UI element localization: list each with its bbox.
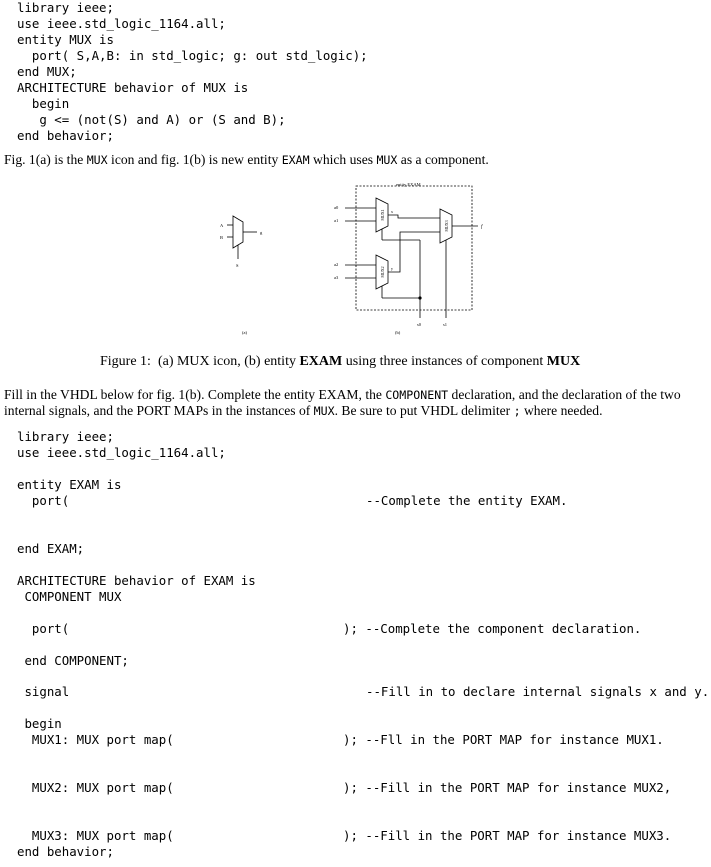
code-line: port( (17, 621, 70, 636)
signal-x-label: x (391, 209, 393, 214)
code-line: use ieee.std_logic_1164.all; (17, 16, 226, 31)
code-comment: --Complete the entity EXAM. (366, 493, 568, 508)
code-line: ARCHITECTURE behavior of EXAM is (17, 573, 256, 588)
code-line: library ieee; (17, 0, 114, 15)
output-f: f (481, 225, 483, 230)
code-line: library ieee; (17, 429, 114, 444)
mux-icon-a (227, 216, 257, 259)
exam-entity-diagram (345, 186, 478, 318)
figure-1 (200, 178, 490, 343)
input-a3: a3 (334, 275, 339, 280)
instructions-line-2: internal signals, and the PORT MAPs in the instances of MUX. Be sure to put VHDL delimiter ; where needed. (4, 403, 603, 418)
intro-paragraph: Fig. 1(a) is the MUX icon and fig. 1(b) is new entity EXAM which uses MUX as a component. (4, 152, 489, 167)
code-line: port( (17, 493, 70, 508)
input-a0: a0 (334, 205, 339, 210)
figure-label-a: (a) (242, 330, 247, 335)
code-comment: ); --Fll in the PORT MAP for instance MUX1. (343, 732, 664, 747)
code-comment: ); --Fill in the PORT MAP for instance MUX2, (343, 780, 672, 795)
mux-a-input-b: B (220, 235, 224, 240)
junction-dot (418, 296, 421, 299)
mux-a-output-g: g (260, 230, 263, 235)
figure-caption: Figure 1: (a) MUX icon, (b) entity EXAM using three instances of component MUX (100, 354, 581, 369)
select-s1: s1 (443, 322, 448, 327)
code-line: begin (17, 96, 70, 111)
input-a1: a1 (334, 218, 339, 223)
signal-y-label: y (391, 266, 393, 271)
code-line: MUX2: MUX port map( (17, 780, 174, 795)
mux-a-select-s: S (236, 263, 239, 268)
code-line: MUX3: MUX port map( (17, 828, 174, 843)
code-line: g <= (not(S) and A) or (S and B); (17, 112, 286, 127)
code-line: end EXAM; (17, 541, 85, 556)
code-line: entity EXAM is (17, 477, 122, 492)
mux3-label: MUX3 (444, 220, 449, 232)
code-comment: --Fill in to declare internal signals x and y. (366, 684, 710, 699)
instructions-line-1: Fill in the VHDL below for fig. 1(b). Complete the entity EXAM, the COMPONENT declaration, and the declaration of the two (4, 387, 681, 402)
code-line: end MUX; (17, 64, 77, 79)
code-line: end behavior; (17, 844, 114, 859)
code-line: end COMPONENT; (17, 653, 129, 668)
input-a2: a2 (334, 262, 339, 267)
code-line: signal (17, 684, 70, 699)
code-comment: ); --Fill in the PORT MAP for instance MUX3. (343, 828, 672, 843)
code-line: COMPONENT MUX (17, 589, 122, 604)
select-s0: s0 (417, 322, 422, 327)
code-line: entity MUX is (17, 32, 114, 47)
entity-title: entity EXAM (396, 182, 421, 187)
code-line: end behavior; (17, 128, 114, 143)
code-line: ARCHITECTURE behavior of MUX is (17, 80, 249, 95)
mux2-label: MUX2 (380, 266, 385, 278)
code-comment: ); --Complete the component declaration. (343, 621, 642, 636)
mux1-label: MUX1 (380, 209, 385, 221)
code-line: use ieee.std_logic_1164.all; (17, 445, 226, 460)
figure-label-b: (b) (395, 330, 401, 335)
code-line: MUX1: MUX port map( (17, 732, 174, 747)
code-line: begin (17, 716, 62, 731)
code-line: port( S,A,B: in std_logic; g: out std_logic); (17, 48, 368, 63)
mux-a-input-a: A (220, 223, 224, 228)
